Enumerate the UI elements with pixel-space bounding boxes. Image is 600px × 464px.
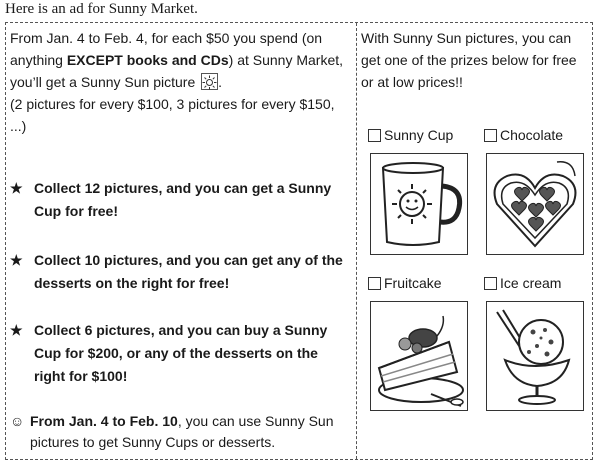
smile-icon: ☺ — [10, 413, 25, 429]
prize-checkbox[interactable] — [368, 277, 381, 290]
right-column — [361, 27, 589, 93]
star-icon: ★ — [10, 322, 23, 338]
star-icon: ★ — [10, 252, 23, 268]
star-item-text: Collect 10 pictures, and you can get any of the desserts on the right for free! — [34, 252, 343, 291]
star-item-12 — [10, 177, 346, 223]
chocolate-image — [486, 153, 584, 255]
star-icon: ★ — [10, 180, 23, 196]
prize-sunny-cup — [368, 127, 453, 143]
prize-label: Chocolate — [500, 127, 564, 143]
date-note — [10, 411, 346, 453]
sun-icon — [201, 73, 218, 90]
offer-text-c: . — [218, 74, 223, 90]
sunny-cup-image — [370, 153, 468, 255]
star-item-6 — [10, 319, 346, 388]
prize-fruitcake — [368, 275, 442, 291]
prizes-intro: With Sunny Sun pictures, you can get one of the prizes below for free or at low prices!! — [361, 30, 577, 90]
offer-exception: EXCEPT books and CDs — [66, 52, 229, 68]
offer-text-a: From Jan. 4 to Feb. 4, for each $50 you spend (on anything — [10, 30, 323, 68]
offer-text-b: ) at Sunny Market, you’ll get a Sunny Sun picture — [10, 52, 344, 90]
star-item-text: Collect 6 pictures, and you can buy a Sunny Cup for $200, or any of the desserts on the right for $100! — [34, 322, 328, 384]
offer-detail: (2 pictures for every $100, 3 pictures for every $150, ...) — [10, 96, 335, 134]
prize-checkbox[interactable] — [484, 129, 497, 142]
date-note-dates: From Jan. 4 to Feb. 10 — [30, 413, 178, 429]
prize-ice-cream — [484, 275, 561, 291]
column-divider — [356, 23, 357, 459]
star-item-10 — [10, 249, 346, 295]
prize-checkbox[interactable] — [484, 277, 497, 290]
ad-box — [5, 22, 593, 460]
star-item-text: Collect 12 pictures, and you can get a Sunny Cup for free! — [34, 180, 332, 219]
intro-text: Here is an ad for Sunny Market. — [5, 1, 198, 17]
left-column — [6, 27, 352, 450]
prize-chocolate — [484, 127, 563, 143]
fruitcake-image — [370, 301, 468, 411]
offer-paragraph — [10, 27, 352, 93]
prize-label: Sunny Cup — [384, 127, 454, 143]
date-note-text — [10, 411, 346, 453]
ice-cream-image — [486, 301, 584, 411]
prize-label: Fruitcake — [384, 275, 442, 291]
date-note-rest: , you can use Sunny Sun pictures to get Sunny Cups or desserts. — [30, 413, 334, 450]
prize-checkbox[interactable] — [368, 129, 381, 142]
prize-label: Ice cream — [500, 275, 562, 291]
